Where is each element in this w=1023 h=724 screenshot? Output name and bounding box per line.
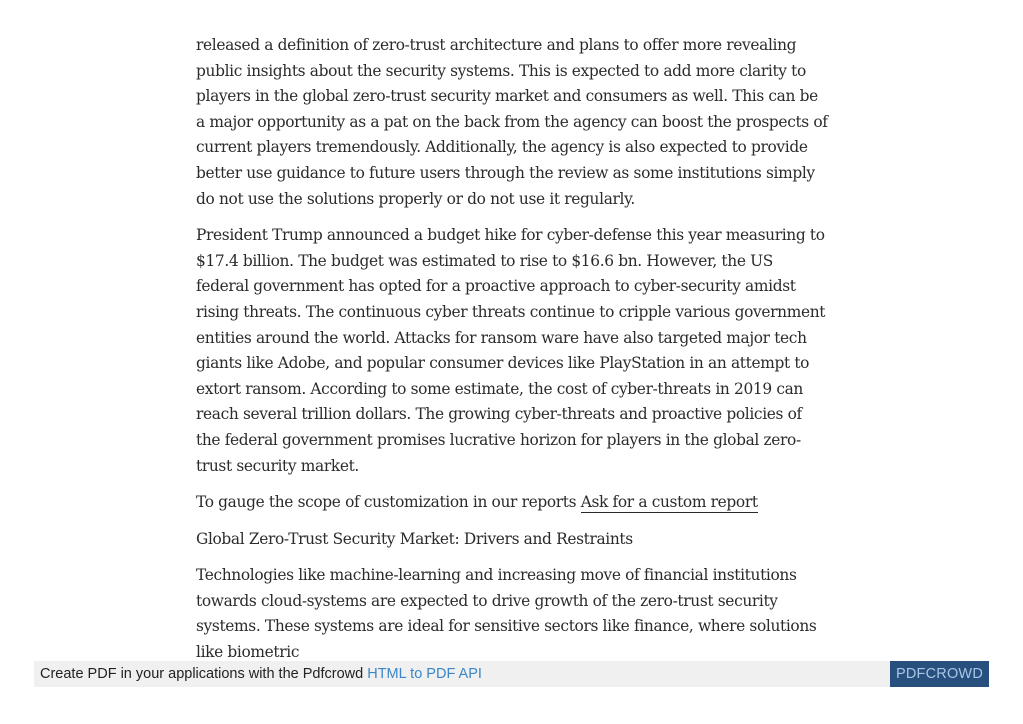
pdfcrowd-brand-badge[interactable]: PDFCROWD [890, 661, 989, 687]
paragraph-zero-trust-definition: released a definition of zero-trust architecture and plans to offer more revealing public insights about the security systems. This is expected to add more clarity to players in the global zero-trust security market and consumers as well. This can be a major opportunity as a pat on the back from the agency can boost the prospects of current players tremendously. Additionally, the agency is also expected to provide better use guidance to future users through the review as some institutions simply do not use the solutions properly or do not use it regularly. [196, 36, 828, 208]
html-to-pdf-api-link[interactable]: HTML to PDF API [367, 666, 482, 682]
paragraph-custom-report [196, 490, 828, 516]
pdfcrowd-footer-bar [34, 661, 989, 687]
paragraph-technologies: Technologies like machine-learning and increasing move of financial institutions towards cloud-systems are expected to drive growth of the zero-trust security systems. These systems are ideal for sensitive sectors like finance, where solutions like biometric [196, 566, 817, 662]
article-body [196, 33, 828, 677]
custom-report-text: To gauge the scope of customization in our reports [196, 493, 577, 512]
paragraph-budget-hike: President Trump announced a budget hike for cyber-defense this year measuring to $17.4 billion. The budget was estimated to rise to $16.6 bn. However, the US federal government has opted for a proactive approach to cyber-security amidst rising threats. The continuous cyber threats continue to cripple various government entities around the world. Attacks for ransom ware have also targeted major tech giants like Adobe, and popular consumer devices like PlayStation in an attempt to extort ransom. According to some estimate, the cost of cyber-threats in 2019 can reach several trillion dollars. The growing cyber-threats and proactive policies of the federal government promises lucrative horizon for players in the global zero-trust security market. [196, 226, 826, 475]
footer-label: Create PDF in your applications with the Pdfcrowd [40, 666, 364, 682]
custom-report-link[interactable]: Ask for a custom report [580, 493, 758, 512]
section-heading-drivers: Global Zero-Trust Security Market: Drivers and Restraints [196, 529, 633, 548]
footer-text [40, 661, 482, 687]
